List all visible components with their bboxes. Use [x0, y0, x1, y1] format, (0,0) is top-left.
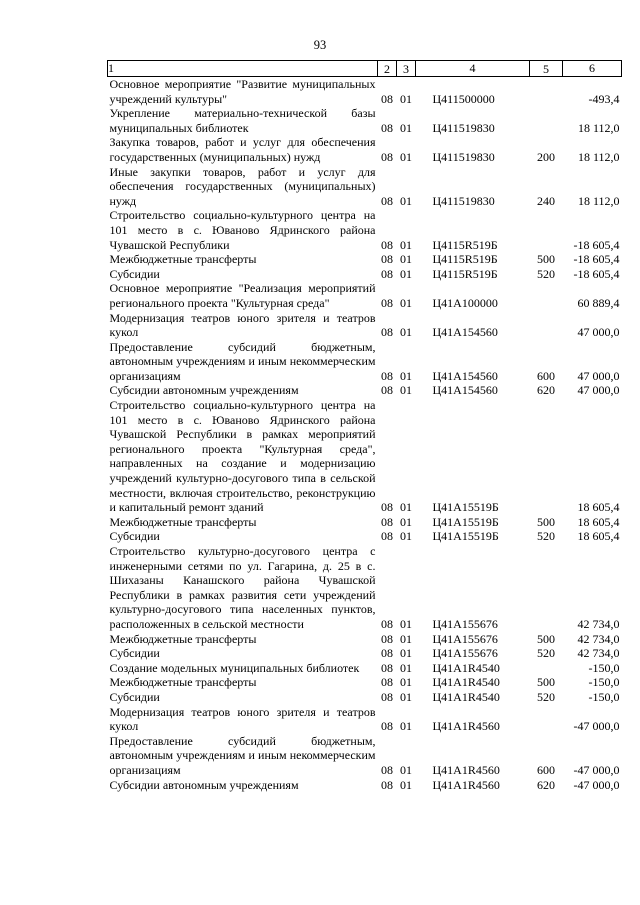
row-amount: 18 112,0	[577, 193, 620, 208]
row-target-article: Ц4115R519Б	[432, 252, 498, 267]
row-section: 08	[381, 660, 393, 675]
row-expense-type: 520	[537, 689, 555, 704]
row-expense-type	[530, 106, 563, 135]
row-subsection: 01	[400, 325, 412, 340]
row-section: 08	[381, 514, 393, 529]
row-name: Субсидии	[109, 266, 160, 281]
row-name: Межбюджетные трансферты	[109, 514, 257, 529]
row-subsection: 01	[400, 193, 412, 208]
budget-table	[107, 60, 622, 792]
row-target-article: Ц41А1R4540	[432, 689, 500, 704]
row-name: Субсидии автономным учреждениям	[109, 383, 299, 398]
row-target-article: Ц41А1R4540	[432, 660, 500, 675]
row-amount: 18 112,0	[577, 149, 620, 164]
table-row	[108, 252, 622, 267]
table-row	[108, 690, 622, 705]
table-row	[108, 778, 622, 793]
row-subsection: 01	[400, 252, 412, 267]
row-expense-type	[530, 544, 563, 632]
row-subsection: 01	[400, 719, 412, 734]
row-expense-type	[530, 311, 563, 340]
row-expense-type: 520	[537, 646, 555, 661]
row-expense-type: 620	[537, 383, 555, 398]
row-target-article: Ц41А155676	[432, 616, 498, 631]
table-row	[108, 705, 622, 734]
row-name: Модернизация театров юного зрителя и театров кукол	[109, 704, 376, 734]
row-section: 08	[381, 368, 393, 383]
row-amount: -150,0	[588, 675, 620, 690]
table-row	[108, 675, 622, 690]
row-subsection: 01	[400, 91, 412, 106]
row-section: 08	[381, 252, 393, 267]
row-section: 08	[381, 762, 393, 777]
row-amount: 42 734,0	[577, 646, 620, 661]
table-row	[108, 383, 622, 398]
row-section: 08	[381, 529, 393, 544]
row-target-article: Ц41А1R4540	[432, 675, 500, 690]
header-col-6: 6	[563, 61, 622, 77]
row-subsection: 01	[400, 120, 412, 135]
row-section: 08	[381, 646, 393, 661]
row-subsection: 01	[400, 266, 412, 281]
row-target-article: Ц41А15519Б	[432, 529, 499, 544]
row-expense-type: 600	[537, 762, 555, 777]
row-amount: 47 000,0	[577, 368, 620, 383]
row-section: 08	[381, 91, 393, 106]
table-row	[108, 646, 622, 661]
header-col-2: 2	[378, 61, 397, 77]
row-amount: -47 000,0	[573, 719, 620, 734]
row-name: Межбюджетные трансферты	[109, 252, 257, 267]
row-amount: 18 605,4	[577, 529, 620, 544]
row-target-article: Ц41А100000	[432, 295, 498, 310]
row-subsection: 01	[400, 762, 412, 777]
table-row	[108, 106, 622, 135]
row-section: 08	[381, 675, 393, 690]
row-target-article: Ц41А155676	[432, 646, 498, 661]
row-expense-type: 620	[537, 777, 555, 792]
table-row	[108, 515, 622, 530]
table-row	[108, 340, 622, 384]
row-name: Субсидии	[109, 529, 160, 544]
row-section: 08	[381, 295, 393, 310]
row-section: 08	[381, 719, 393, 734]
header-col-3: 3	[397, 61, 416, 77]
row-section: 08	[381, 120, 393, 135]
row-target-article: Ц41А154560	[432, 383, 498, 398]
row-name: Строительство культурно-досугового центра с инженерными сетями по ул. Гагарина, д. 25 в с. Шихазаны Канашского района Чувашской Республики в рамках развития сети учреждений культурно-досугового типа населенных пунктов, расположенных в сельской местности	[109, 544, 376, 631]
row-amount: 60 889,4	[577, 295, 620, 310]
row-amount: -18 605,4	[573, 266, 620, 281]
row-expense-type	[530, 77, 563, 107]
page-number: 93	[313, 38, 327, 52]
row-target-article: Ц41А154560	[432, 368, 498, 383]
row-expense-type	[530, 661, 563, 676]
header-col-4: 4	[416, 61, 530, 77]
row-name: Иные закупки товаров, работ и услуг для обеспечения государственных (муниципальных) нужд	[109, 164, 376, 208]
row-amount: 47 000,0	[577, 325, 620, 340]
row-name: Субсидии	[109, 689, 160, 704]
row-target-article: Ц41А15519Б	[432, 514, 499, 529]
table-row	[108, 544, 622, 632]
table-row	[108, 734, 622, 778]
row-amount: 42 734,0	[577, 631, 620, 646]
table-row	[108, 165, 622, 209]
table-row	[108, 661, 622, 676]
row-target-article: Ц411519830	[432, 193, 495, 208]
row-amount: -18 605,4	[573, 252, 620, 267]
table-row	[108, 281, 622, 310]
row-target-article: Ц4115R519Б	[432, 266, 498, 281]
row-expense-type	[530, 281, 563, 310]
table-row	[108, 208, 622, 252]
row-name: Предоставление субсидий бюджетным, автономным учреждениям и иным некоммерческим организациям	[109, 339, 376, 383]
row-target-article: Ц4115R519Б	[432, 237, 498, 252]
row-name: Субсидии	[109, 646, 160, 661]
table-row	[108, 77, 622, 107]
row-section: 08	[381, 689, 393, 704]
header-col-1: 1	[108, 61, 378, 77]
row-amount: -47 000,0	[573, 762, 620, 777]
row-name: Укрепление материально-технической базы муниципальных библиотек	[109, 106, 376, 135]
row-amount: -150,0	[588, 689, 620, 704]
row-expense-type: 500	[537, 252, 555, 267]
row-target-article: Ц41А1R4560	[432, 777, 500, 792]
row-target-article: Ц41А155676	[432, 631, 498, 646]
row-name: Модернизация театров юного зрителя и театров кукол	[109, 310, 376, 340]
row-expense-type: 600	[537, 368, 555, 383]
row-amount: 18 605,4	[577, 514, 620, 529]
row-name: Создание модельных муниципальных библиотек	[109, 660, 360, 675]
row-subsection: 01	[400, 149, 412, 164]
table-row	[108, 398, 622, 515]
row-target-article: Ц41А1R4560	[432, 719, 500, 734]
row-amount: 18 112,0	[577, 120, 620, 135]
row-name: Межбюджетные трансферты	[109, 675, 257, 690]
row-amount: -150,0	[588, 660, 620, 675]
row-subsection: 01	[400, 237, 412, 252]
row-subsection: 01	[400, 646, 412, 661]
row-amount: 42 734,0	[577, 616, 620, 631]
row-subsection: 01	[400, 383, 412, 398]
table-row	[108, 632, 622, 647]
row-target-article: Ц41А15519Б	[432, 500, 499, 515]
row-subsection: 01	[400, 368, 412, 383]
row-name: Закупка товаров, работ и услуг для обеспечения государственных (муниципальных) нужд	[109, 135, 376, 164]
row-name: Основное мероприятие "Реализация мероприятий регионального проекта "Культурная среда"	[109, 281, 376, 310]
row-expense-type	[530, 398, 563, 515]
row-section: 08	[381, 777, 393, 792]
row-section: 08	[381, 631, 393, 646]
row-name: Межбюджетные трансферты	[109, 631, 257, 646]
row-expense-type: 500	[537, 514, 555, 529]
row-subsection: 01	[400, 631, 412, 646]
row-expense-type	[530, 208, 563, 252]
row-amount: -18 605,4	[573, 237, 620, 252]
row-name: Строительство социально-культурного центра на 101 место в с. Юваново Ядринского района Чувашской Республики в рамках мероприятий регионального проекта "Культурная среда", направленных на создание и модернизацию учреждений культурно-досугового типа в сельской местности, включая строительство, реконструкцию и капитальный ремонт зданий	[109, 398, 376, 515]
row-subsection: 01	[400, 660, 412, 675]
row-expense-type: 200	[537, 149, 555, 164]
table-row	[108, 267, 622, 282]
row-section: 08	[381, 149, 393, 164]
table-row	[108, 311, 622, 340]
row-amount: -47 000,0	[573, 777, 620, 792]
row-amount: 47 000,0	[577, 383, 620, 398]
header-col-5: 5	[530, 61, 563, 77]
row-target-article: Ц41А154560	[432, 325, 498, 340]
row-target-article: Ц411500000	[432, 91, 495, 106]
row-section: 08	[381, 266, 393, 281]
row-target-article: Ц411519830	[432, 149, 495, 164]
row-amount: -493,4	[588, 91, 620, 106]
row-amount: 18 605,4	[577, 500, 620, 515]
row-subsection: 01	[400, 616, 412, 631]
row-name: Предоставление субсидий бюджетным, автономным учреждениям и иным некоммерческим организациям	[109, 733, 376, 777]
row-target-article: Ц41А1R4560	[432, 762, 500, 777]
row-expense-type: 520	[537, 529, 555, 544]
row-name: Строительство социально-культурного центра на 101 место в с. Юваново Ядринского района Чувашской Республики	[109, 208, 376, 252]
row-subsection: 01	[400, 514, 412, 529]
row-subsection: 01	[400, 689, 412, 704]
row-expense-type: 520	[537, 266, 555, 281]
row-expense-type: 240	[537, 193, 555, 208]
row-target-article: Ц411519830	[432, 120, 495, 135]
row-subsection: 01	[400, 529, 412, 544]
row-name: Основное мероприятие "Развитие муниципальных учреждений культуры"	[109, 77, 376, 106]
row-expense-type	[530, 705, 563, 734]
row-subsection: 01	[400, 675, 412, 690]
row-name: Субсидии автономным учреждениям	[109, 777, 299, 792]
row-section: 08	[381, 616, 393, 631]
row-section: 08	[381, 500, 393, 515]
table-row	[108, 529, 622, 544]
table-header-row	[108, 61, 622, 77]
row-expense-type: 500	[537, 675, 555, 690]
row-subsection: 01	[400, 500, 412, 515]
row-subsection: 01	[400, 295, 412, 310]
table-row	[108, 135, 622, 164]
row-expense-type: 500	[537, 631, 555, 646]
row-section: 08	[381, 383, 393, 398]
row-section: 08	[381, 193, 393, 208]
row-section: 08	[381, 237, 393, 252]
row-subsection: 01	[400, 777, 412, 792]
row-section: 08	[381, 325, 393, 340]
